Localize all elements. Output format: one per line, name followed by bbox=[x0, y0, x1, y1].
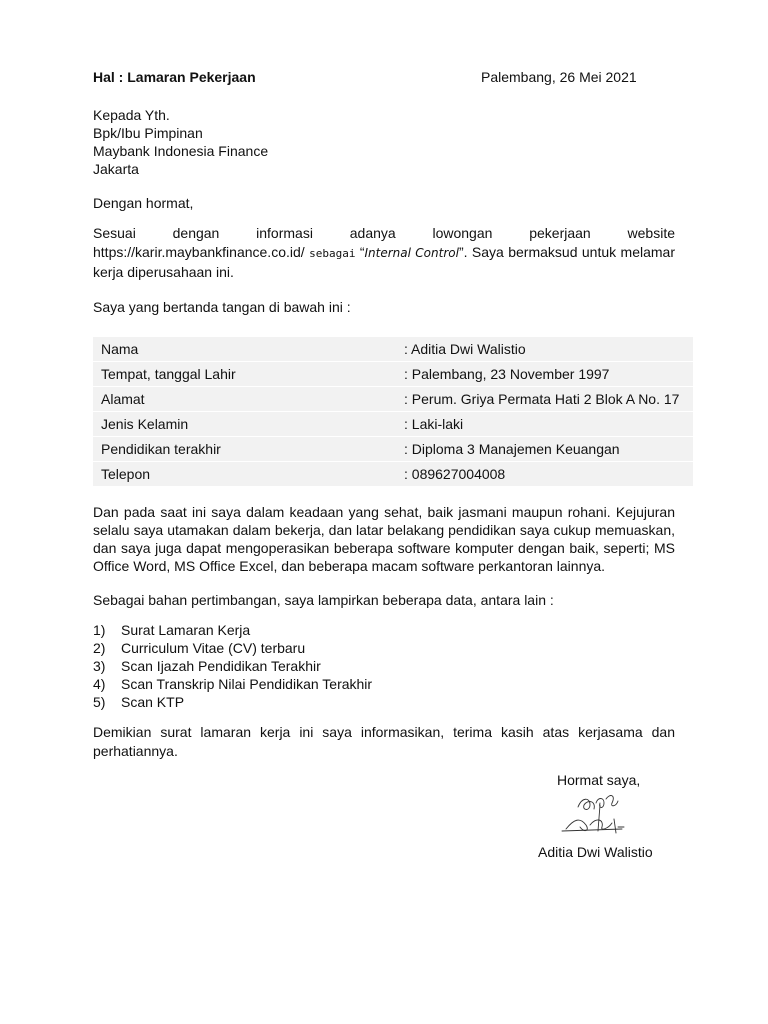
detail-row bbox=[93, 337, 693, 361]
signature-image bbox=[560, 789, 630, 837]
detail-row bbox=[93, 437, 693, 461]
list-item-text: Curriculum Vitae (CV) terbaru bbox=[121, 640, 306, 656]
list-item bbox=[93, 621, 675, 639]
list-item-number: 4) bbox=[93, 676, 106, 692]
list-item-text: Scan Ijazah Pendidikan Terakhir bbox=[121, 658, 321, 674]
list-item bbox=[93, 657, 675, 675]
letter-body bbox=[93, 66, 680, 761]
detail-label: Tempat, tanggal Lahir bbox=[93, 362, 396, 386]
attachments-list bbox=[93, 621, 675, 711]
paragraph-attachments-intro: Sebagai bahan pertimbangan, saya lampirkan beberapa data, antara lain : bbox=[93, 592, 554, 608]
detail-row bbox=[93, 412, 693, 436]
position-title: Internal Control bbox=[364, 246, 459, 260]
letter-date: Palembang, 26 Mei 2021 bbox=[481, 69, 637, 85]
list-item-text: Scan Transkrip Nilai Pendidikan Terakhir bbox=[121, 676, 373, 692]
list-item-number: 5) bbox=[93, 694, 106, 710]
letter-header bbox=[93, 66, 675, 86]
detail-value: : Laki-laki bbox=[396, 412, 693, 436]
list-item-number: 3) bbox=[93, 658, 106, 674]
undersigned-line: Saya yang bertanda tangan di bawah ini : bbox=[93, 299, 351, 315]
list-item bbox=[93, 639, 675, 657]
recipient-line: Maybank Indonesia Finance bbox=[93, 143, 269, 159]
detail-row bbox=[93, 362, 693, 386]
detail-value: : Diploma 3 Manajemen Keuangan bbox=[396, 437, 693, 461]
list-item-text: Scan KTP bbox=[121, 694, 185, 710]
detail-value: : 089627004008 bbox=[396, 462, 693, 486]
closing-paragraph: Demikian surat lamaran kerja ini saya informasikan, terima kasih atas kerjasama dan perhatiannya. bbox=[93, 724, 675, 759]
greeting: Dengan hormat, bbox=[93, 195, 194, 211]
recipient-line: Kepada Yth. bbox=[93, 107, 170, 123]
recipient-line: Bpk/Ibu Pimpinan bbox=[93, 125, 203, 141]
detail-label: Telepon bbox=[93, 462, 396, 486]
list-item bbox=[93, 693, 675, 711]
detail-label: Nama bbox=[93, 337, 396, 361]
quote-open: “ bbox=[355, 244, 365, 260]
detail-row bbox=[93, 387, 693, 411]
detail-value: : Perum. Griya Permata Hati 2 Blok A No. 17 bbox=[396, 387, 693, 411]
detail-value: : Palembang, 23 November 1997 bbox=[396, 362, 693, 386]
detail-label: Pendidikan terakhir bbox=[93, 437, 396, 461]
quote-close: ” bbox=[458, 244, 464, 260]
letter-subject: Hal : Lamaran Pekerjaan bbox=[93, 69, 256, 85]
recipient-line: Jakarta bbox=[93, 161, 139, 177]
detail-label: Alamat bbox=[93, 387, 396, 411]
signer-name: Aditia Dwi Walistio bbox=[538, 844, 653, 860]
list-item bbox=[93, 675, 675, 693]
recipient-block bbox=[93, 106, 675, 178]
intro-paragraph bbox=[93, 224, 675, 282]
detail-label: Jenis Kelamin bbox=[93, 412, 396, 436]
detail-value: : Aditia Dwi Walistio bbox=[396, 337, 693, 361]
detail-row bbox=[93, 462, 693, 486]
list-item-number: 2) bbox=[93, 640, 106, 656]
intro-mono-word: sebagai bbox=[309, 247, 356, 260]
paragraph-health-skills: Dan pada saat ini saya dalam keadaan yang sehat, baik jasmani maupun rohani. Kejujuran selalu saya utamakan dalam bekerja, dan latar belakang pendidikan saya cukup memuaskan, dan saya juga dapat mengoperasikan beberapa software komputer dengan baik, seperti; MS Office Word, MS Office Excel, dan beberapa macam software perkantoran lainnya. bbox=[93, 504, 675, 574]
intro-text-end: . Saya bermaksud untuk melamar kerja diperusahaan ini. bbox=[93, 244, 675, 280]
signoff: Hormat saya, bbox=[557, 772, 641, 788]
list-item-number: 1) bbox=[93, 622, 106, 638]
intro-text: Sesuai dengan informasi adanya lowongan pekerjaan website https://karir.maybankfinance.co.id/ bbox=[93, 225, 675, 260]
list-item-text: Surat Lamaran Kerja bbox=[121, 622, 251, 638]
applicant-details-table bbox=[93, 336, 693, 487]
